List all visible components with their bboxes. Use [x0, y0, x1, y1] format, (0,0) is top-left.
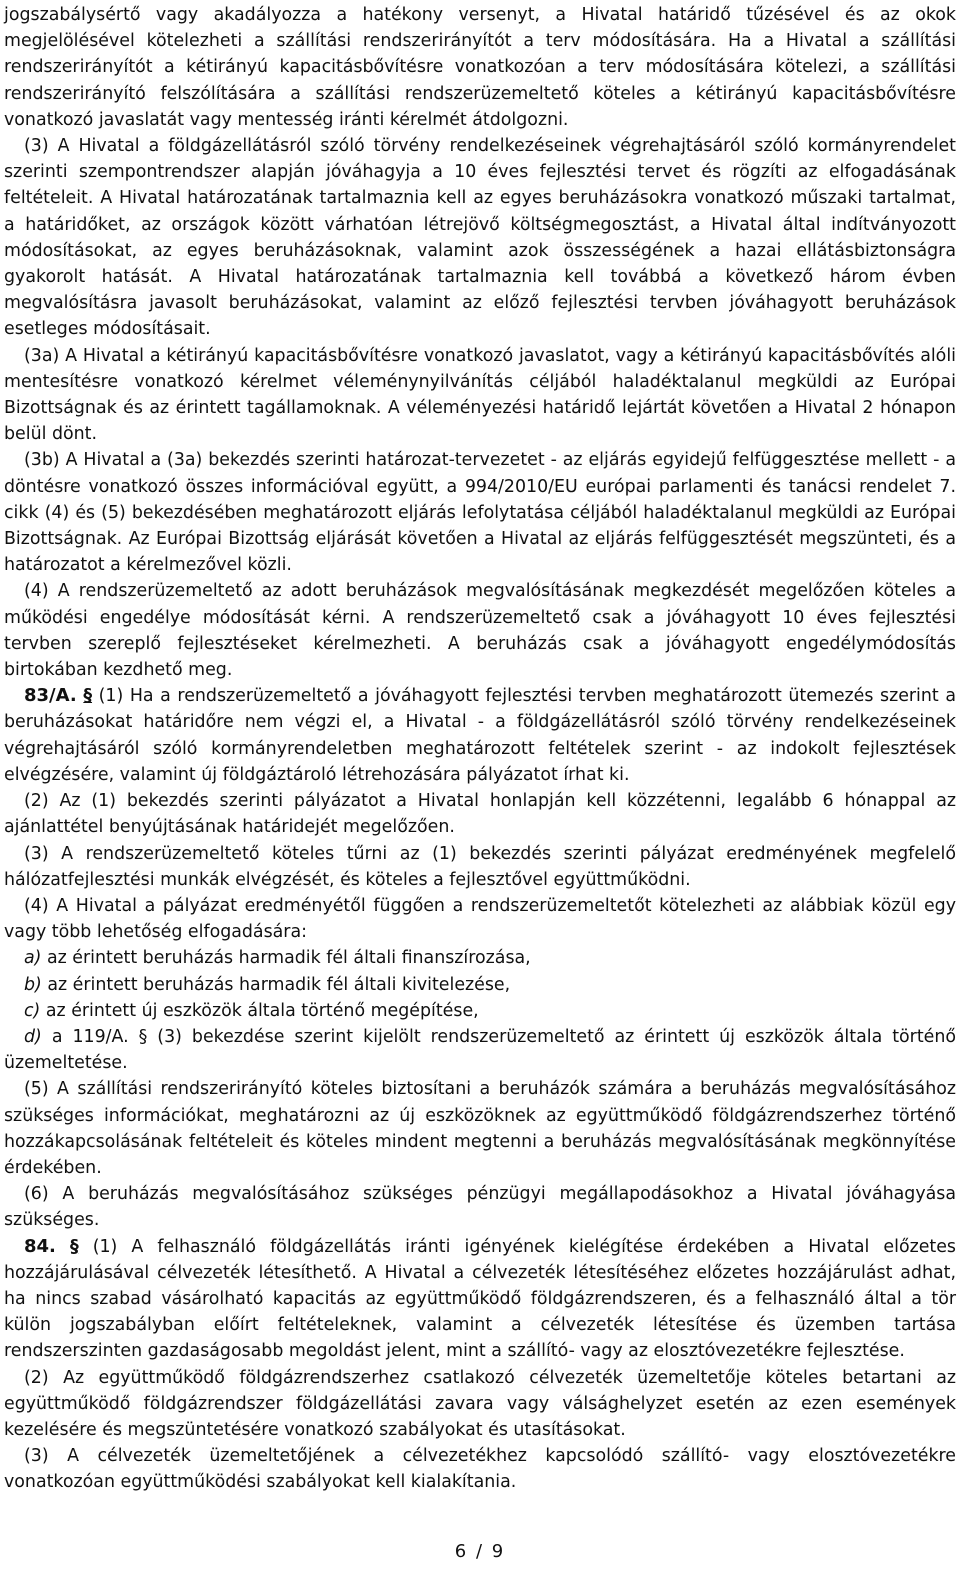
list-item-text: a 119/A. § (3) bekezdése szerint kijelölt rendszerüzemeltető az érintett új eszközök általa történő üzemeltetése.	[4, 1026, 956, 1074]
list-item	[4, 972, 956, 998]
list-item-text: az érintett beruházás harmadik fél általi kivitelezése,	[41, 974, 511, 995]
paragraph: (4) A rendszerüzemeltető az adott beruházások megvalósításának megkezdését megelőzően köteles a működési engedélye módosítását kérni. A rendszerüzemeltető csak a jóváhagyott 10 éves fejlesztési tervben szereplő fejlesztéseket kérelmezheti. A beruházás csak a jóváhagyott engedélymódosítás birtokában kezdhető meg.	[4, 581, 956, 681]
paragraph-text: (1) Ha a rendszerüzemeltető a jóváhagyott fejlesztési tervben meghatározott ütemezés szerint a beruházásokat határidőre nem végzi el, a Hivatal - a földgázellátásról szóló törvény rendelkezéseinek végrehajtásáról szóló kormányrendeletben meghatározott feltételek szerint - az indokolt fejlesztések elvégzésére, valamint új földgáztároló létrehozására pályázatot írhat ki.	[4, 686, 956, 785]
paragraph: (5) A szállítási rendszerirányító köteles biztosítani a beruházók számára a beruházás megvalósításához szükséges információkat, meghatározni az új eszközöknek az együttműködő földgázrendszerhez történő hozzákapcsolásának feltételeit és köteles mindent megtenni a beruházás megvalósításának megkönnyítése érdekében.	[4, 1079, 956, 1178]
section-paragraph	[4, 1234, 956, 1365]
list-label: b)	[24, 974, 42, 995]
page-number: 6 / 9	[454, 1541, 506, 1562]
paragraph: (3a) A Hivatal a kétirányú kapacitásbővítésre vonatkozó javaslatot, vagy a kétirányú kapacitásbővítés alóli mentesítésre vonatkozó kérelmet véleménynyilvánítás céljából haladéktalanul megküldi az Európai Bizottságnak és az érintett tagállamoknak. A véleményezési határidő lejártát követően a Hivatal 2 hónapon belül dönt.	[4, 345, 956, 445]
paragraph: (3) A Hivatal a földgázellátásról szóló törvény rendelkezéseinek végrehajtásáról szóló kormányrendelet szerinti szempontrendszer alapján jóváhagyja a 10 éves fejlesztési tervet és rögzíti az elfogadásának feltételeit. A Hivatal határozatának tartalmaznia kell az egyes beruházásokra vonatkozó műszaki tartalmat, a határidőket, az országok között várhatóan létrejövő költségmegosztást, a Hivatal által indítványozott módosításokat, az egyes beruházásoknak, valamint azok összességének a hazai ellátásbiztonságra gyakorolt hatását. A Hivatal határozatának tartalmaznia kell továbbá a következő három évben megvalósításra javasolt beruházásokat, valamint az előző fejlesztési tervben jóváhagyott beruházások esetleges módosításait.	[4, 136, 956, 340]
list-item-text: az érintett beruházás harmadik fél általi finanszírozása,	[41, 948, 531, 969]
paragraph: (4) A Hivatal a pályázat eredményétől függően a rendszerüzemeltetőt kötelezheti az alábbiak közül egy vagy több lehetőség elfogadására:	[4, 895, 956, 943]
section-number: 83/A.	[24, 685, 77, 707]
list-item-text: az érintett új eszközök általa történő megépítése,	[40, 1000, 479, 1021]
paragraph: (3b) A Hivatal a (3a) bekezdés szerinti határozat-tervezetet - az eljárás egyidejű felfüggesztése mellett - a döntésre vonatkozó összes információval együtt, a 994/2010/EU európai parlamenti és tanácsi rendelet 7. cikk (4) és (5) bekezdésében meghatározott eljárás lefolytatása céljából haladéktalanul megküldi az Európai Bizottságnak. Az Európai Bizottság eljárását követően a Hivatal az eljárás felfüggesztését megszünteti, és a határozatot a kérelmezővel közli.	[4, 450, 956, 576]
paragraph: (3) A rendszerüzemeltető köteles tűrni az (1) bekezdés szerinti pályázat eredményének megfelelő hálózatfejlesztési munkák elvégzését, és köteles a fejlesztővel együttműködni.	[4, 843, 956, 890]
section-paragraph	[4, 683, 956, 788]
list-item	[4, 998, 956, 1024]
paragraph: (2) Az (1) bekezdés szerinti pályázatot a Hivatal honlapján kell közzétenni, legalább 6 hónappal az ajánlattétel benyújtásának határidejét megelőzően.	[4, 791, 956, 838]
list-label: c)	[24, 1000, 41, 1021]
list-label: d)	[24, 1026, 42, 1047]
paragraph: (6) A beruházás megvalósításához szükséges pénzügyi megállapodásokhoz a Hivatal jóváhagyása szükséges.	[4, 1184, 956, 1231]
paragraph: (3) A célvezeték üzemeltetőjének a célvezetékhez kapcsolódó szállító- vagy elosztóvezetékre vonatkozóan együttműködési szabályokat kell kialakítania.	[4, 1446, 956, 1493]
list-item	[4, 1024, 956, 1076]
section-symbol: §	[83, 686, 93, 707]
list-label: a)	[24, 948, 42, 969]
section-number: 84.	[24, 1235, 56, 1257]
document-body	[4, 2, 956, 1496]
paragraph-text: (1) A felhasználó földgázellátás iránti igényének kielégítése érdekében a Hivatal előzetes hozzájárulásával célvezeték létesíthető. A Hivatal a célvezeték létesítéséhez előzetes hozzájárulást adhat, ha nincs szabad vásárolható kapacitás az együttműködő földgázrendszeren, és a felhasználó által a tör külön jogszabályban előírt feltételeknek, valamint a célvezeték létesítése és üzemben tartása rendszerszinten gazdaságosabb megoldást jelent, mint a szállító- vagy az elosztóvezetékre fejlesztése.	[4, 1236, 956, 1362]
paragraph: jogszabálysértő vagy akadályozza a hatékony versenyt, a Hivatal határidő tűzésével és az okok megjelölésével kötelezheti a szállítási rendszerirányítót a terv módosítására. Ha a Hivatal a szállítási rendszerirányítót a kétirányú kapacitásbővítésre vonatkozóan a terv módosítására kötelezi, a szállítási rendszerirányító felszólítására a szállítási rendszerüzemeltető köteles a kétirányú kapacitásbővítésre vonatkozó javaslatát vagy mentesség iránti kérelmét átdolgozni.	[4, 5, 956, 130]
section-symbol: §	[69, 1236, 79, 1257]
list-item	[4, 945, 956, 971]
paragraph: (2) Az együttműködő földgázrendszerhez csatlakozó célvezeték üzemeltetője köteles betartani az együttműködő földgázrendszer földgázellátási zavara vagy válsághelyzet esetén az ezen események kezelésére és megszüntetésére vonatkozó szabályokat és utasításokat.	[4, 1367, 956, 1440]
